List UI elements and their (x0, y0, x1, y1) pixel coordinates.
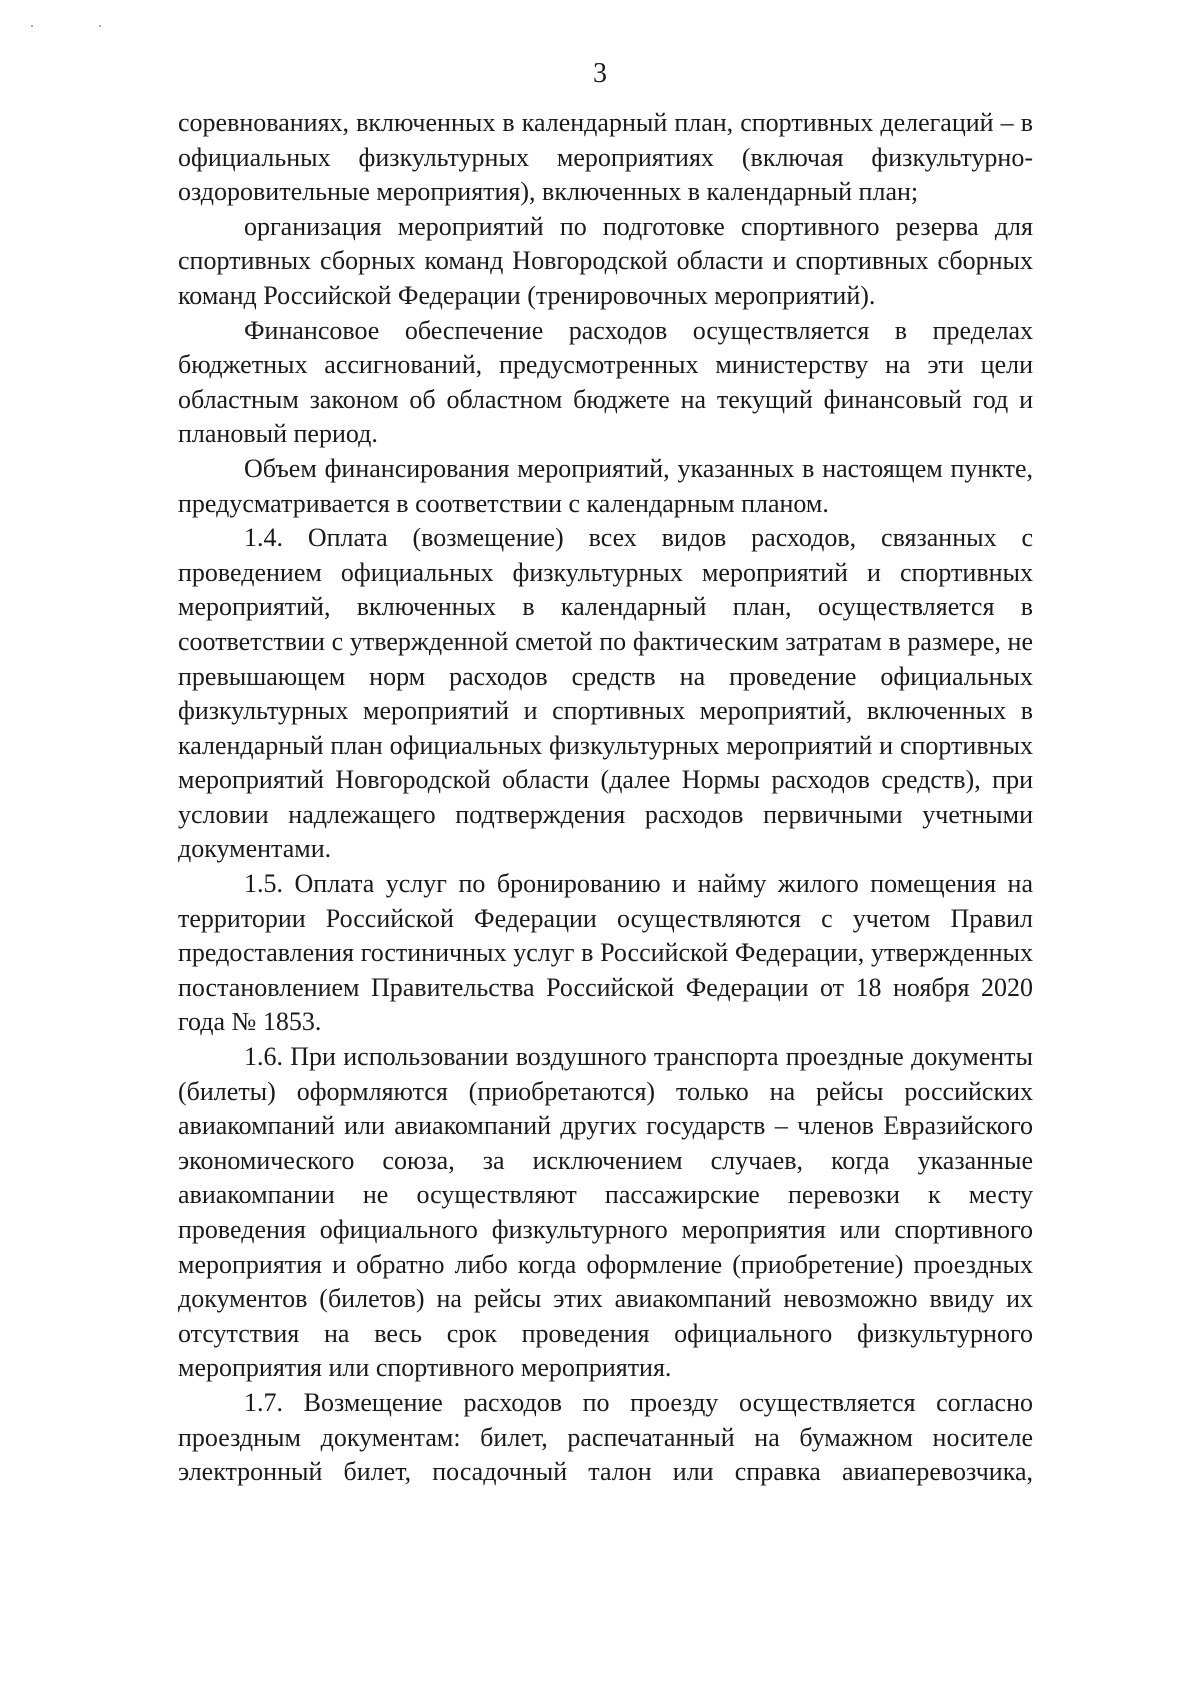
paragraph-continuation: соревнованиях, включенных в календарный план, спортивных делегаций – в официальных физкультурных мероприятиях (включая физкультурно-оздоровительные мероприятия), включенных в календарный план; (178, 108, 1033, 207)
clause-1-4: 1.4. Оплата (возмещение) всех видов расходов, связанных с проведением официальных физкультурных мероприятий и спортивных мероприятий, включенных в календарный план, осуществляется в соответствии с утвержденной сметой по фактическим затратам в размере, не превышающем норм расходов средств на проведение официальных физкультурных мероприятий и спортивных мероприятий, включенных в календарный план официальных физкультурных мероприятий и спортивных мероприятий Новгородской области (далее Нормы расходов средств), при условии надлежащего подтверждения расходов первичными учетными документами. (178, 523, 1033, 864)
paragraph-financing: Финансовое обеспечение расходов осуществляется в пределах бюджетных ассигнований, предусмотренных министерству на эти цели областным законом об областном бюджете на текущий финансовый год и плановый период. (178, 315, 1033, 449)
scan-specks: . . (30, 14, 132, 31)
clause-1-5: 1.5. Оплата услуг по бронированию и найму жилого помещения на территории Российской Федерации осуществляются с учетом Правил предоставления гостиничных услуг в Российской Федерации, утвержденных постановлением Правительства Российской Федерации от 18 ноября 2020 года № 1853. (178, 869, 1033, 1037)
document-body (178, 106, 1033, 1490)
page-number: 3 (593, 58, 607, 89)
clause-1-6: 1.6. При использовании воздушного транспорта проездные документы (билеты) оформляются (приобретаются) только на рейсы российских авиакомпаний или авиакомпаний других государств – членов Евразийского экономического союза, за исключением случаев, когда указанные авиакомпании не осуществляют пассажирские перевозки к месту проведения официального физкультурного мероприятия или спортивного мероприятия и обратно либо когда оформление (приобретение) проездных документов (билетов) на рейсы этих авиакомпаний невозможно ввиду их отсутствия на весь срок проведения официального физкультурного мероприятия или спортивного мероприятия. (178, 1042, 1033, 1383)
paragraph-sports-reserve: организация мероприятий по подготовке спортивного резерва для спортивных сборных команд Новгородской области и спортивных сборных команд Российской Федерации (тренировочных мероприятий). (178, 211, 1033, 310)
paragraph-financing-volume: Объем финансирования мероприятий, указанных в настоящем пункте, предусматривается в соответствии с календарным планом. (178, 453, 1033, 518)
clause-1-7: 1.7. Возмещение расходов по проезду осуществляется согласно проездным документам: билет, распечатанный на бумажном носителе электронный билет, посадочный талон или справка авиаперевозчика, (178, 1387, 1033, 1487)
